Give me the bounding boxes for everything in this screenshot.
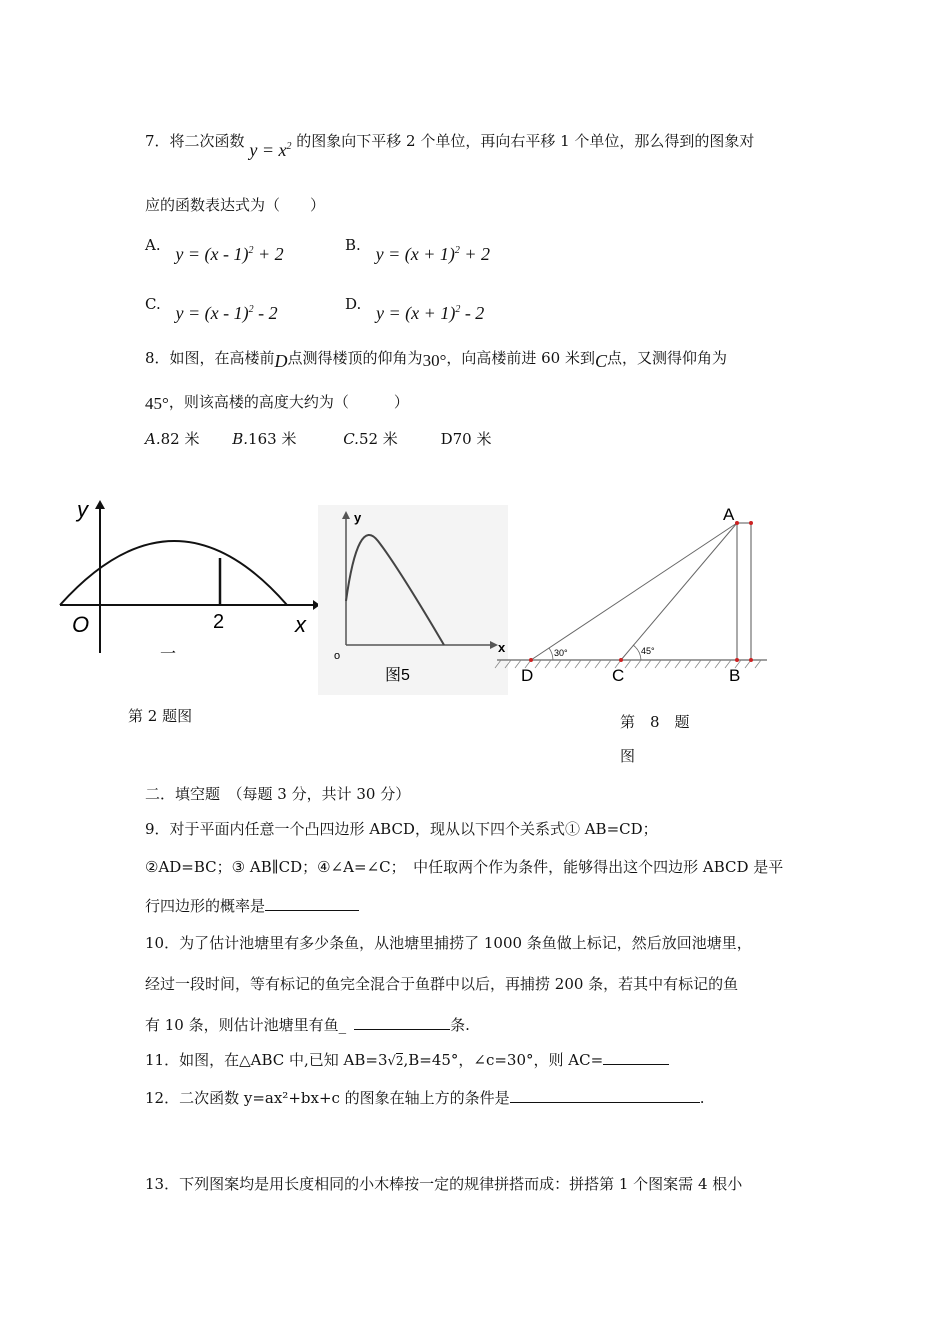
q10-line3 <box>145 1014 470 1035</box>
q9-line3 <box>145 895 359 916</box>
q10-line2: 经过一段时间，等有标记的鱼完全混合于鱼群中以后，再捕捞 200 条，若其中有标记的鱼 <box>145 975 739 993</box>
q7-line2: 应的函数表达式为（ ） <box>145 196 326 214</box>
q9-line1: 9．对于平面内任意一个凸四边形 ABCD，现从以下四个关系式① AB=CD； <box>145 820 658 838</box>
caption-fig8-line2: 图 <box>620 747 636 765</box>
q7-line1 <box>145 130 755 160</box>
angle-arc-c <box>633 645 641 660</box>
tail: + 2 <box>253 244 284 264</box>
q8-point-d: D <box>274 351 288 371</box>
q8-angle1: 30° <box>422 351 447 370</box>
q10-text-b: 条. <box>450 1016 470 1034</box>
q8-options <box>145 428 491 449</box>
option-expr <box>376 244 490 264</box>
option-label: C. <box>145 295 161 313</box>
line-ca <box>621 523 737 660</box>
caption-fig2: 第 2 题图 <box>128 707 193 725</box>
exp: 2 <box>454 245 460 256</box>
q8-text-b: 点测得楼顶的仰角为 <box>287 349 423 367</box>
origin-label: O <box>72 612 90 637</box>
x-label: x <box>498 640 506 655</box>
q9-line2: ②AD=BC；③ AB∥CD；④∠A=∠C； 中任取两个作为条件，能够得出这个四边形 ABCD 是平 <box>145 858 784 876</box>
option-expr <box>376 303 484 323</box>
expr: y = (x + 1) <box>375 244 455 264</box>
y-label: y <box>354 510 362 525</box>
option-label: B. <box>345 236 361 254</box>
q11-root: 2 <box>395 1054 404 1068</box>
tail: - 2 <box>253 303 278 323</box>
option-label: B. <box>232 430 249 448</box>
q8-line2 <box>145 391 409 412</box>
line-da <box>531 523 737 660</box>
point-d-label: D <box>521 666 534 685</box>
q12-text: 12．二次函数 y=ax²+bx+c 的图象在轴上方的条件是 <box>145 1089 510 1107</box>
point-a-label: A <box>723 505 735 524</box>
option-label: A. <box>145 236 161 254</box>
q8-point-c: C <box>595 351 608 371</box>
q7-function <box>249 140 291 160</box>
exp: 2 <box>248 304 254 315</box>
option-label: C. <box>343 430 359 448</box>
q7-text-b: 的图象向下平移 2 个单位，再向右平移 1 个单位，那么得到的图象对 <box>296 132 755 150</box>
q11-text-a: 11．如图，在△ABC 中,已知 AB=3 <box>145 1051 388 1069</box>
q8-text-c: ，向高楼前进 60 米到 <box>446 349 595 367</box>
q7-exp: 2 <box>286 141 292 152</box>
option-label: D. <box>345 295 362 313</box>
point-b-dot <box>735 658 739 662</box>
q11-text-b: ,B=45°，∠c=30°，则 AC= <box>403 1051 604 1069</box>
q12-line <box>145 1087 704 1108</box>
option-text: D70 米 <box>440 430 492 448</box>
point-b2-dot <box>749 658 753 662</box>
origin-label: o <box>334 650 341 662</box>
q7-option-c <box>145 293 278 323</box>
figure-q8-building <box>493 500 773 690</box>
ground-hatching <box>495 660 761 668</box>
expr: y = (x - 1) <box>175 244 249 264</box>
option-expr <box>176 303 278 323</box>
q8-line1 <box>145 347 728 371</box>
option-text: 52 米 <box>358 430 398 448</box>
q7-option-d <box>345 293 485 323</box>
q13-line1: 13．下列图案均是用长度相同的小木棒按一定的规律拼搭而成：拼搭第 1 个图案需 4 根小 <box>145 1175 743 1193</box>
q10-text-a: 有 10 条，则估计池塘里有鱼_ <box>145 1016 347 1034</box>
y-axis-arrow <box>95 500 105 509</box>
expr: y = (x + 1) <box>376 303 456 323</box>
angle-30-label: 30° <box>554 648 568 658</box>
tail: + 2 <box>459 244 490 264</box>
q11-line <box>145 1049 669 1070</box>
q8-angle2: 45° <box>145 394 169 413</box>
q8-text-a: 8．如图，在高楼前 <box>145 349 275 367</box>
q7-expr: y = x <box>249 140 287 160</box>
point-c-label: C <box>612 666 625 685</box>
q7-option-a <box>145 234 284 264</box>
exp: 2 <box>455 304 461 315</box>
point-a2-dot <box>749 521 753 525</box>
q10-answer-blank[interactable] <box>354 1015 450 1030</box>
parabola-curve <box>60 541 287 605</box>
q9-text: 行四边形的概率是 <box>145 897 266 915</box>
tail: - 2 <box>460 303 485 323</box>
q8-text-line2: ，则该高楼的高度大约为（ ） <box>168 393 409 411</box>
point-c-dot <box>619 658 623 662</box>
figure-q2-parabola <box>55 495 320 665</box>
expr: y = (x - 1) <box>175 303 249 323</box>
point-d-dot <box>529 658 533 662</box>
q7-option-b <box>345 234 490 264</box>
q12-tail: . <box>699 1089 705 1107</box>
q10-line1: 10．为了估计池塘里有多少条鱼，从池塘里捕捞了 1000 条鱼做上标记，然后放回池塘里， <box>145 934 752 952</box>
tick-2-label: 2 <box>213 611 225 633</box>
exp: 2 <box>248 245 254 256</box>
q8-option-a <box>145 430 199 448</box>
option-label: A. <box>145 430 161 448</box>
option-text: 82 米 <box>160 430 200 448</box>
figure-5-caption: 图5 <box>385 667 410 684</box>
section2-title: 二．填空题 （每题 3 分，共计 30 分） <box>145 785 411 803</box>
caption-fig8-line1: 第 8 题 <box>620 713 690 731</box>
q8-option-c <box>343 430 398 448</box>
q8-text-d: 点，又测得仰角为 <box>607 349 728 367</box>
x-label: x <box>295 612 306 637</box>
q7-text-a: 7．将二次函数 <box>145 132 245 150</box>
q8-option-d <box>441 430 492 448</box>
option-text: 163 米 <box>248 430 297 448</box>
dash-label: 一 <box>160 646 177 663</box>
point-a-dot <box>735 521 739 525</box>
q12-answer-blank[interactable] <box>510 1088 700 1103</box>
q8-option-b <box>232 430 296 448</box>
q11-answer-blank[interactable] <box>603 1050 669 1065</box>
angle-arc-d <box>549 648 553 660</box>
angle-45-label: 45° <box>641 646 655 656</box>
point-b-label: B <box>729 666 741 685</box>
sqrt-symbol: √ <box>387 1054 396 1069</box>
figure-5 <box>318 505 508 695</box>
option-expr <box>175 244 283 264</box>
q9-answer-blank[interactable] <box>265 896 359 911</box>
y-label: y <box>77 497 88 522</box>
